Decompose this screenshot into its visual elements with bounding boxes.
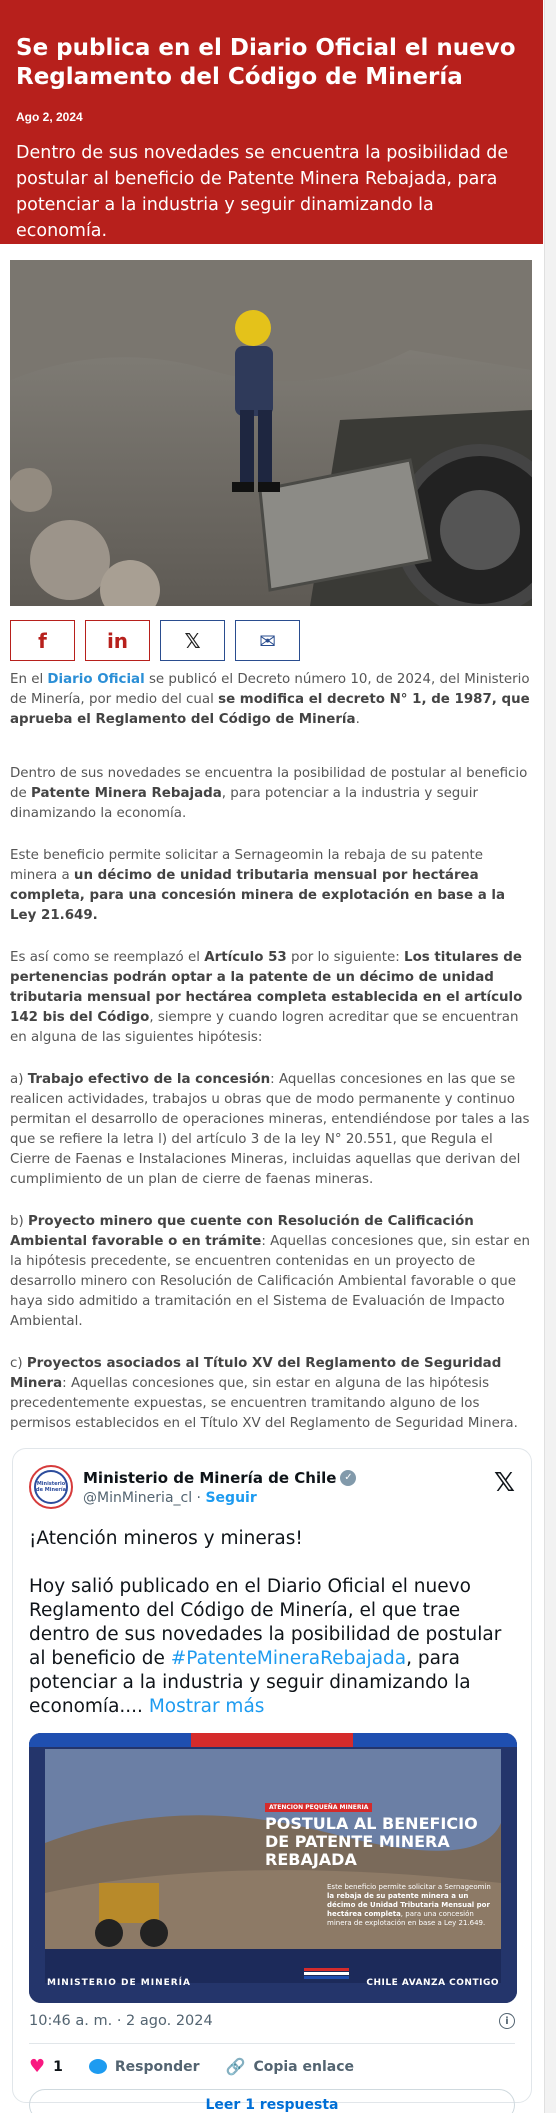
avatar-logo: Ministerio de Minería [34, 1470, 68, 1504]
avatar[interactable] [29, 1465, 73, 1509]
tweet-header [29, 1463, 515, 1511]
info-icon[interactable]: i [499, 2013, 515, 2029]
image-headline: POSTULA AL BENEFICIO DE PATENTE MINERA REBAJADA [265, 1814, 478, 1869]
tweet-author-name[interactable]: Ministerio de Minería de Chile ✓ [83, 1469, 494, 1487]
article-date: Ago 2, 2024 [16, 110, 83, 124]
image-tag: ATENCION PEQUEÑA MINERIA [265, 1803, 372, 1812]
tweet-text: ¡Atención mineros y mineras! Hoy salió publicado en el Diario Oficial el nuevo Reglamento del Código de Minería, el que trae dentro de sus novedades la posibilidad de postular al beneficio de #PatenteMineraRebajada, para potenciar a la industria y seguir dinamizando la economía.... Mostrar más [29, 1528, 502, 1717]
embedded-tweet[interactable] [12, 1448, 532, 2113]
paragraph: En el Diario Oficial se publicó el Decreto número 10, de 2024, del Ministerio de Minería, por medio del cual se modifica el decreto N° 1, de 1987, que aprueba el Reglamento del Código de Minería. [10, 672, 530, 727]
share-linkedin-button[interactable] [85, 620, 150, 661]
paragraph: Es así como se reemplazó el Artículo 53 por lo siguiente: Los titulares de pertenencias podrán optar a la patente de un décimo de unidad tributaria mensual por hectárea completa establecida en el artículo 142 bis del Código, siempre y cuando logren acreditar que se encuentran en alguna de las siguientes hipótesis: [10, 950, 523, 1045]
tweet-handle: @MinMineria_cl · Seguir [83, 1489, 257, 1506]
image-footer-left: MINISTERIO DE MINERÍA [47, 1978, 191, 1988]
page-scrollbar[interactable] [544, 0, 556, 2113]
mail-icon: ✉ [259, 628, 276, 653]
share-bar [10, 620, 300, 661]
image-footer-right: CHILE AVANZA CONTIGO [366, 1978, 499, 1988]
reply-icon [89, 2059, 107, 2074]
image-description: Este beneficio permite solicitar a Sernageomin la rebaja de su patente minera a un décimo de Unidad Tributaria Mensual por hectárea completa, para una concesión minera de explotación en base a Ley 21.649. [327, 1883, 491, 1927]
reply-label: Responder [114, 2058, 200, 2075]
follow-button[interactable]: Seguir [205, 1489, 257, 1506]
paragraph-item-a: a) Trabajo efectivo de la concesión: Aquellas concesiones en las que se realicen actividades, trabajos u obras que de modo permanente y continuo permitan el desarrollo de operaciones mineras, entendiéndose por tales a las que se refiere la letra l) del artículo 3 de la ley N° 20.551, que Regula el Cierre de Faenas e Instalaciones Mineras, incluidas aquellas que derivan del cumplimiento de un plan de cierre de faenas mineras. [10, 1072, 530, 1187]
article-body [10, 670, 532, 1456]
share-facebook-button[interactable] [10, 620, 75, 661]
x-logo-icon[interactable]: 𝕏 [494, 1468, 515, 1498]
paragraph-item-b: b) Proyecto minero que cuente con Resolución de Calificación Ambiental favorable o en trámite: Aquellas concesiones que, sin estar en la hipótesis precedente, se encuentren contenidas en un proyecto de desarrollo minero con Resolución de Calificación Ambiental favorable o que haya sido admitido a tramitación en el Sistema de Evaluación de Impacto Ambiental. [10, 1214, 530, 1329]
heart-icon: ♥ [29, 2056, 46, 2077]
tweet-image[interactable] [29, 1733, 517, 2003]
tweet-actions [29, 2043, 515, 2077]
tweet-time-link[interactable]: 10:46 a. m. · 2 ago. 2024 [29, 2013, 213, 2029]
link-icon: 🔗 [225, 2057, 246, 2076]
article-header [0, 0, 543, 244]
reply-button[interactable] [89, 2059, 200, 2075]
like-count: 1 [53, 2058, 63, 2075]
article-photo [10, 260, 532, 606]
copy-link-button[interactable] [226, 2057, 354, 2076]
paragraph-item-c: c) Proyectos asociados al Título XV del Reglamento de Seguridad Minera: Aquellas concesiones que, sin estar en alguna de las hipótesis precedentemente expuestas, se encuentren tramitando alguno de los permisos establecidos en el Título XV del Reglamento de Seguridad Minera. [10, 1356, 518, 1431]
diario-oficial-link[interactable]: Diario Oficial [47, 672, 145, 687]
linkedin-icon: in [106, 628, 129, 653]
share-x-button[interactable] [160, 620, 225, 661]
article-lead: Dentro de sus novedades se encuentra la posibilidad de postular al beneficio de Patente Minera Rebajada, para potenciar a la industria y seguir dinamizando la economía. [16, 143, 509, 241]
share-email-button[interactable] [235, 620, 300, 661]
read-replies-button[interactable]: Leer 1 respuesta [29, 2089, 515, 2113]
copy-link-label: Copia enlace [253, 2058, 354, 2075]
verified-icon: ✓ [340, 1470, 356, 1486]
tweet-timestamp [29, 2013, 515, 2029]
hashtag-link[interactable]: #PatenteMineraRebajada [170, 1648, 407, 1669]
paragraph: Dentro de sus novedades se encuentra la posibilidad de postular al beneficio de Patente Minera Rebajada, para potenciar a la industria y seguir dinamizando la economía. [10, 766, 528, 821]
facebook-icon: f [38, 628, 47, 653]
article-title: Se publica en el Diario Oficial el nuevo Reglamento del Código de Minería [16, 35, 516, 90]
like-button[interactable] [29, 2056, 63, 2077]
paragraph: Este beneficio permite solicitar a Sernageomin la rebaja de su patente minera a un décimo de unidad tributaria mensual por hectárea completa, para una concesión minera de explotación en base a la Ley 21.649. [10, 848, 506, 923]
show-more-link[interactable]: Mostrar más [148, 1696, 265, 1717]
x-icon: 𝕏 [184, 628, 201, 653]
